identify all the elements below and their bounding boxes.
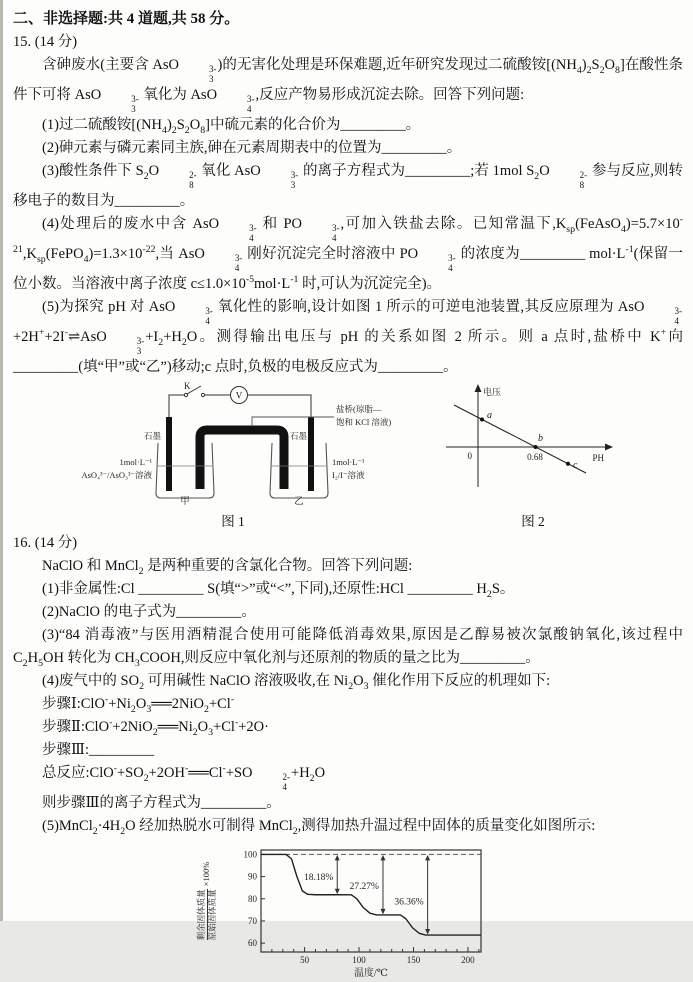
q16-step-3: 步骤Ⅲ:_________ xyxy=(42,742,155,759)
tga-chart-svg xyxy=(219,840,489,980)
q16-item-5: $(5)MnCl_2\cdot 4H_2O$ 经加热脱水可制得 MnCl$_2$,测得加热升温过程中固体的质量变化如图所示: xyxy=(42,818,596,838)
salt-bridge-label-line1: 盐桥(琼脂— xyxy=(336,404,382,415)
q16-item-3: (3)“84 消毒液”与医用酒精混合使用可能降低消毒效果,原因是乙醇易被次氯酸钠氧化,该过程中 $C_2H_5OH$ 转化为 $CH_3COOH$,则反应中氧化剂与还原剂的物质的量之比为_________。 xyxy=(13,627,683,669)
cell-diagram xyxy=(68,381,398,508)
left-beaker xyxy=(156,443,214,498)
y-axis-label: 电压 xyxy=(483,387,502,398)
tga-y-tick-label: 100 xyxy=(243,849,257,860)
tga-loss-label: 36.36% xyxy=(394,897,424,908)
voltmeter-label: V xyxy=(235,390,243,401)
tga-y-fraction-top: 剩余固体质量 xyxy=(196,889,207,941)
q15-number: 15. (14 分) xyxy=(13,34,78,50)
tga-x-tick-label: 100 xyxy=(352,955,366,966)
tga-loss-label: 27.27% xyxy=(349,881,379,892)
q15-item-2: (2)砷元素与磷元素同主族,砷在元素周期表中的位置为_________。 xyxy=(42,140,462,157)
point-a-label: a xyxy=(487,410,492,422)
left-solution-line2: AsO₄³⁻/AsO₃³⁻溶液 xyxy=(81,470,152,481)
tga-x-tick-label: 150 xyxy=(406,955,421,966)
q15-item-4: (4)处理后的废水中含 AsO 3- 4 和 PO 3- 4 ,可加入铁盐去除。已知常温下$,K_{sp}(FeAsO_4)=5.7\times 10^{-21},K_{sp}(FePO_4)=1.3\times 10^{-22}$,当 AsO 3- 4 刚好沉淀完全时溶液中 PO 3- 4 的浓度为_________ $mol\cdot L^{-1}$(保留一位小数。当溶液中离子浓度 $c\le 1.0\times 10^{-5}mol\cdot L^{-1}$ 时,可认为沉淀完全)。 xyxy=(13,214,683,293)
tga-y-tick-label: 90 xyxy=(248,871,257,882)
figure-2-caption: 图 2 xyxy=(521,514,545,530)
tga-y-tick-label: 60 xyxy=(248,938,257,949)
switch-contact-2 xyxy=(201,394,204,397)
wire-left xyxy=(169,395,184,417)
x-axis-label: PH xyxy=(592,453,604,464)
y-axis-arrow xyxy=(475,384,482,392)
section-header: 二、非选择题:共 4 道题,共 58 分。 xyxy=(13,11,240,27)
left-cell-label: 甲 xyxy=(180,497,190,508)
q16-item-4: (4)废气中的 $SO_2$ 可用碱性 NaClO 溶液吸收,在 $Ni_2O_3$ 催化作用下反应的机理如下: xyxy=(42,673,551,692)
q15-item-3: (3)酸性条件下 $S_2O$ 2- 8 氧化 AsO 3- 3 的离子方程式为_________;若 1mol $S_2O$ 2- 8 参与反应,则转移电子的数目为_________。 xyxy=(13,163,683,210)
right-electrode-label: 石墨 xyxy=(290,431,308,442)
point-a-dot xyxy=(480,418,484,422)
origin-label: 0 xyxy=(467,451,472,462)
tga-x-tick-label: 200 xyxy=(461,955,475,966)
salt-bridge-leader xyxy=(252,417,334,426)
q16-step-1: 步骤$Ⅰ:ClO^-+Ni_2O_3══2NiO_2+Cl^-$ xyxy=(42,694,235,715)
wire-right2 xyxy=(248,395,311,417)
q15-figures-row xyxy=(13,381,683,530)
voltage-ph-graph xyxy=(438,381,628,505)
q16-number: 16. (14 分) xyxy=(13,535,78,552)
left-electrode-label: 石墨 xyxy=(144,431,162,442)
tga-y-times: ×100% xyxy=(201,861,212,887)
right-electrode xyxy=(308,417,314,491)
q16-total-reaction: 总反应$:ClO^-+SO_2+2OH^-══Cl^-+SO$ 2- 4 $+H_2O$ xyxy=(42,763,326,792)
tga-y-fraction-bottom: 原始固体质量 xyxy=(206,889,217,941)
q16-intro: NaClO 和 MnCl$_2$ 是两种重要的含氯化合物。回答下列问题: xyxy=(42,558,413,577)
tga-y-fraction xyxy=(197,889,217,940)
q15-intro: 含砷废水(主要含 AsO 3- 3 )的无害化处理是环保难题,近年研究发现过二硫酸铵$[(NH_4)_2S_2O_8]$在酸性条件下可将 AsO 3- 3 氧化为 AsO 3- 4 ,反应产物易形成沉淀去除。回答下列问题: xyxy=(13,57,683,114)
data-line xyxy=(454,405,586,473)
right-solution-line2: I₂/I⁻溶液 xyxy=(332,470,365,481)
figure-2-block xyxy=(438,381,628,530)
right-cell-label: 乙 xyxy=(294,497,304,508)
q16-item-2: (2)NaClO 的电子式为_________。 xyxy=(42,604,256,621)
tga-loss-label: 18.18% xyxy=(303,873,334,884)
q16-item-1: (1)非金属性:Cl _________ S(填“>”或“<”,下同),还原性:HCl _________ $H_2S$。 xyxy=(42,581,515,600)
tga-figure xyxy=(189,840,489,982)
tga-curve xyxy=(261,855,481,936)
point-c-label: c xyxy=(573,460,578,472)
tga-x-axis-label: 温度/℃ xyxy=(354,968,388,980)
point-b-label: b xyxy=(538,433,543,445)
figure-1-block xyxy=(68,381,398,530)
left-solution-line1: 1mol·L⁻¹ xyxy=(119,457,152,468)
salt-bridge-label-line2: 饱和 KCl 溶液) xyxy=(336,417,392,428)
q15-item-5: (5)为探究 pH 对 AsO 3- 4 氧化性的影响,设计如图 1 所示的可逆电池装置,其反应原理为 AsO 3- 4 +2H++2I-⇌AsO 3- 3 $+I_2+H_2O$。测得输出电压与 pH 的关系如图 2 所示。则 a 点时,盐桥中 K+向_________(填“甲”或“乙”)移动;c 点时,负极的电极反应式为_________。 xyxy=(13,299,683,376)
switch-label: K xyxy=(184,381,191,392)
tga-x-tick-label: 50 xyxy=(300,955,310,966)
q16-step-3-question: 则步骤Ⅲ的离子方程式为_________。 xyxy=(42,795,281,812)
tga-y-tick-label: 80 xyxy=(248,893,257,904)
q16-step-2: 步骤$Ⅱ:ClO^-+2NiO_2══Ni_2O_3+Cl^-+2O\cdot$ xyxy=(42,717,269,738)
x-axis-arrow xyxy=(605,444,613,451)
x-tick-label: 0.68 xyxy=(527,452,543,463)
right-solution-line1: 1mol·L⁻¹ xyxy=(332,457,365,468)
point-c-dot xyxy=(566,462,570,466)
q15-item-1: (1)过二硫酸铵$[(NH_4)_2S_2O_8]$中硫元素的化合价为_________。 xyxy=(42,117,421,136)
left-electrode xyxy=(166,417,172,491)
point-b-dot xyxy=(534,445,538,449)
figure-1-caption: 图 1 xyxy=(221,514,245,530)
right-beaker xyxy=(270,443,328,498)
tga-y-tick-label: 70 xyxy=(248,916,257,927)
tga-y-axis-label xyxy=(193,841,221,961)
